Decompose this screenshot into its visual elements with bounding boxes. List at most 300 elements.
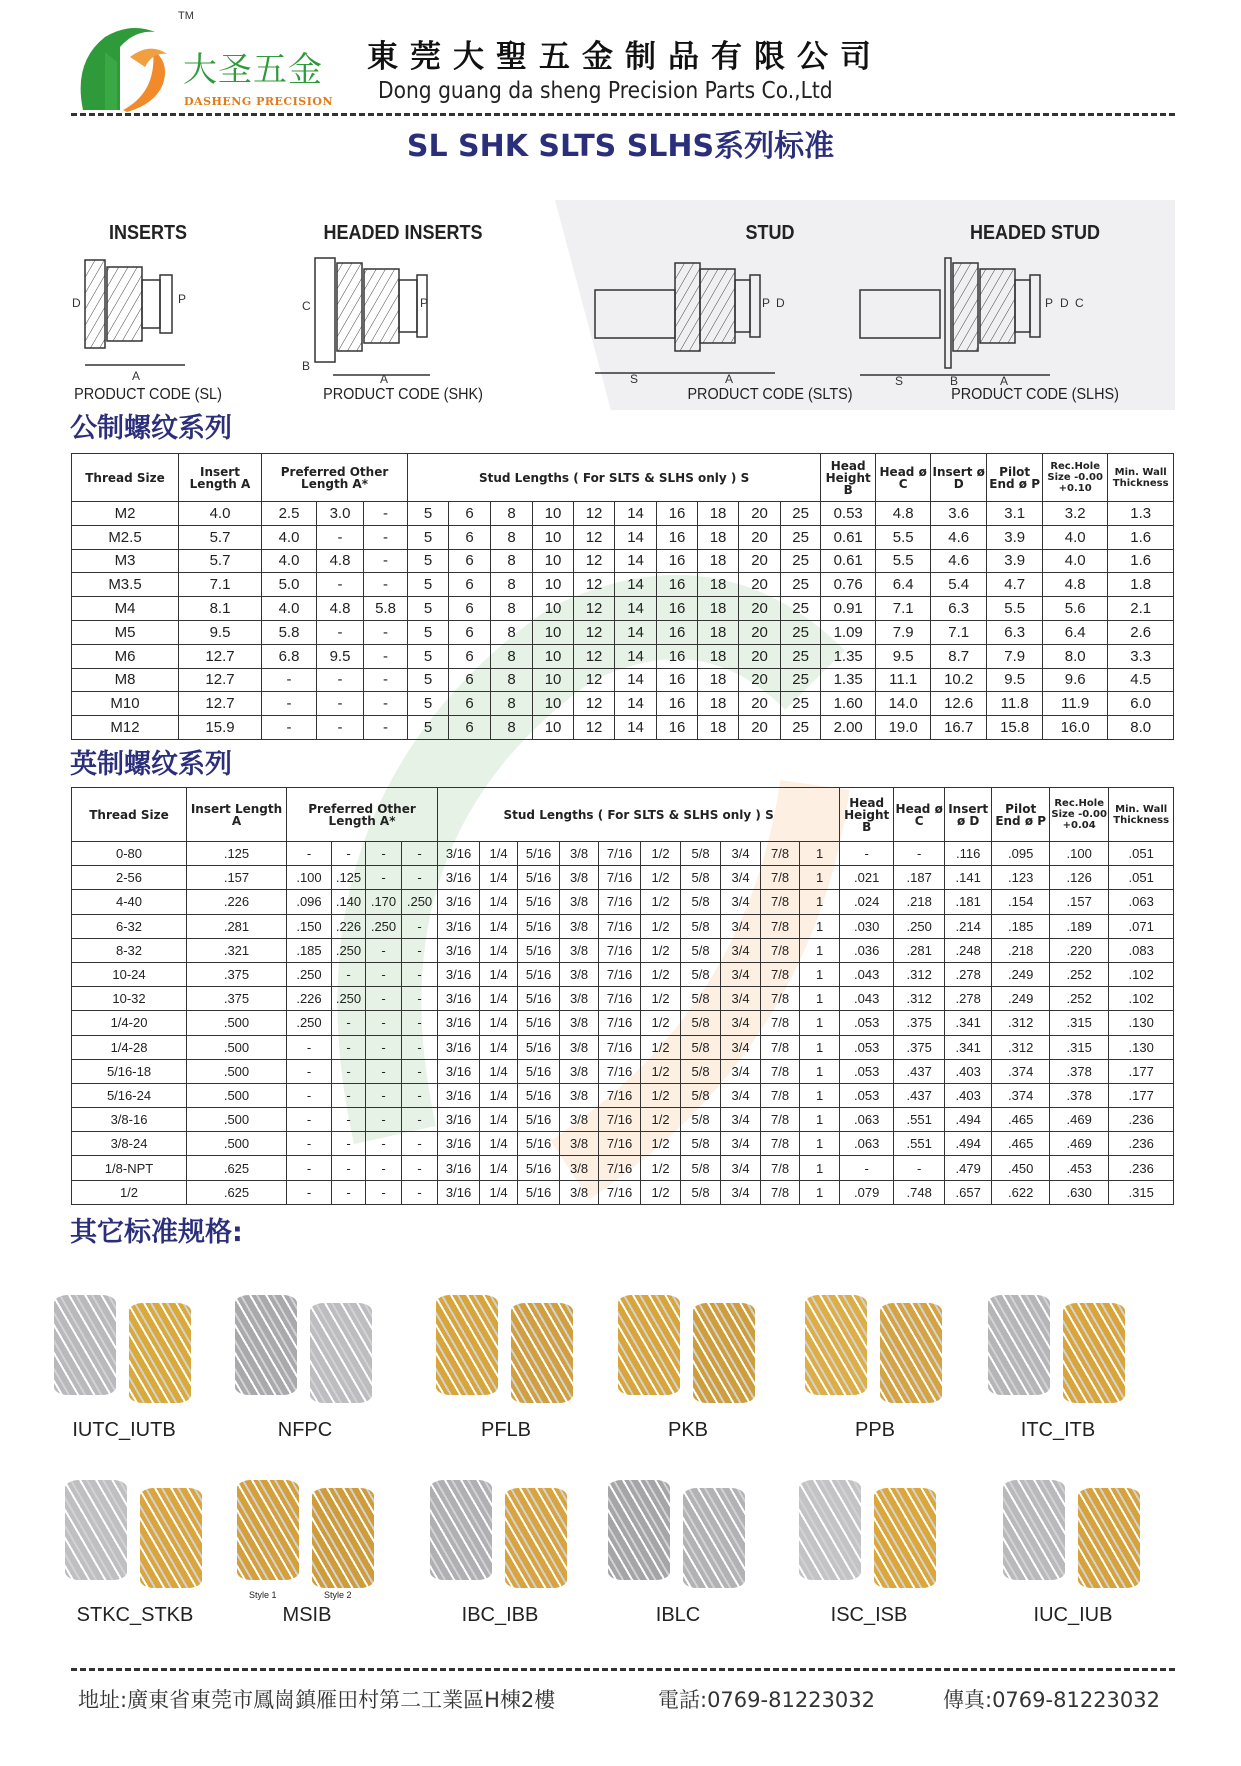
svg-text:P: P: [1045, 296, 1054, 310]
table-cell: 5/16: [518, 1156, 560, 1180]
table-cell: .130: [1109, 1011, 1174, 1035]
table-cell: 5/16: [518, 1108, 560, 1132]
thread-size-cell: 3/8-24: [72, 1132, 187, 1156]
table-cell: -: [332, 962, 366, 986]
table-cell: 8.1: [179, 597, 262, 621]
table-cell: 20: [739, 620, 781, 644]
table-cell: 9.5: [179, 620, 262, 644]
table-cell: 6.8: [262, 644, 317, 668]
table-cell: .030: [840, 914, 894, 938]
table-cell: 0.76: [821, 573, 876, 597]
column-header: Insert Length A: [179, 454, 262, 502]
thread-size-cell: 0-80: [72, 842, 187, 866]
table-cell: 6: [449, 573, 491, 597]
table-cell: -: [402, 1059, 438, 1083]
thread-size-cell: M6: [72, 644, 179, 668]
table-cell: .177: [1109, 1083, 1174, 1107]
table-cell: .315: [1109, 1180, 1174, 1204]
table-cell: 0.61: [821, 525, 876, 549]
table-cell: 3/16: [438, 1156, 480, 1180]
table-cell: -: [402, 962, 438, 986]
table-cell: .312: [992, 1035, 1050, 1059]
table-cell: 5/8: [681, 1011, 721, 1035]
table-cell: .214: [945, 914, 992, 938]
table-cell: 20: [739, 716, 781, 740]
table-cell: .043: [840, 987, 894, 1011]
table-cell: -: [364, 573, 408, 597]
column-header: Insert ø D: [931, 454, 987, 502]
table-cell: 10.2: [931, 668, 987, 692]
table-cell: 18: [698, 549, 739, 573]
table-cell: 5: [408, 573, 449, 597]
table-cell: 1/4: [480, 987, 518, 1011]
table-cell: 7/16: [599, 866, 641, 890]
table-cell: .469: [1050, 1132, 1109, 1156]
table-cell: 3/8: [560, 1083, 599, 1107]
table-cell: 20: [739, 692, 781, 716]
table-cell: -: [332, 1132, 366, 1156]
table-row: [72, 962, 1174, 986]
table-cell: 1/2: [641, 890, 681, 914]
table-cell: .469: [1050, 1108, 1109, 1132]
table-cell: 9.5: [317, 644, 364, 668]
table-cell: 5/8: [681, 1180, 721, 1204]
product-code-sl: PRODUCT CODE (SL): [74, 386, 222, 403]
table-cell: 9.5: [876, 644, 931, 668]
table-cell: 25: [781, 668, 821, 692]
table-cell: 7/8: [761, 1108, 800, 1132]
table-cell: 4.8: [876, 502, 931, 526]
table-cell: -: [366, 1180, 402, 1204]
table-cell: 5/8: [681, 962, 721, 986]
table-cell: 1/4: [480, 842, 518, 866]
table-cell: .500: [187, 1108, 287, 1132]
table-cell: 19.0: [876, 716, 931, 740]
imperial-thread-table: [71, 787, 1174, 1205]
table-cell: -: [317, 525, 364, 549]
table-cell: 4.8: [317, 597, 364, 621]
product-code-shk: PRODUCT CODE (SHK): [323, 386, 483, 403]
table-cell: 6: [449, 716, 491, 740]
insert-photo: [1078, 1488, 1140, 1588]
insert-photo: [1063, 1303, 1125, 1403]
table-cell: 6.0: [1108, 692, 1174, 716]
table-cell: .500: [187, 1083, 287, 1107]
table-cell: -: [366, 866, 402, 890]
thread-size-cell: 1/2: [72, 1180, 187, 1204]
table-cell: .170: [366, 890, 402, 914]
thread-size-cell: M2.5: [72, 525, 179, 549]
table-cell: 6: [449, 549, 491, 573]
table-cell: -: [402, 842, 438, 866]
table-cell: .374: [992, 1083, 1050, 1107]
table-cell: 6: [449, 644, 491, 668]
table-cell: -: [332, 1011, 366, 1035]
table-cell: -: [287, 1156, 332, 1180]
table-cell: -: [287, 1083, 332, 1107]
table-row: [72, 1059, 1174, 1083]
table-cell: 5: [408, 620, 449, 644]
svg-text:D: D: [1060, 296, 1069, 310]
table-cell: .181: [945, 890, 992, 914]
table-cell: 7/8: [761, 987, 800, 1011]
table-cell: 5: [408, 502, 449, 526]
table-cell: 5/8: [681, 1132, 721, 1156]
table-cell: 20: [739, 597, 781, 621]
table-cell: 5: [408, 716, 449, 740]
table-cell: 16.7: [931, 716, 987, 740]
table-cell: 1/2: [641, 1132, 681, 1156]
table-cell: 7/8: [761, 914, 800, 938]
table-cell: 1/4: [480, 1011, 518, 1035]
column-header: Head Height B: [821, 454, 876, 502]
table-cell: 8.7: [931, 644, 987, 668]
table-cell: 18: [698, 573, 739, 597]
table-cell: 7/8: [761, 866, 800, 890]
table-row: [72, 866, 1174, 890]
table-cell: 0.53: [821, 502, 876, 526]
insert-photo: [693, 1303, 755, 1403]
diagram-title-stud: STUD: [745, 222, 795, 244]
table-cell: 1/4: [480, 914, 518, 938]
table-cell: 4.0: [1043, 549, 1108, 573]
table-cell: -: [287, 1059, 332, 1083]
table-cell: .622: [992, 1180, 1050, 1204]
table-cell: -: [366, 1059, 402, 1083]
thread-size-cell: 1/4-28: [72, 1035, 187, 1059]
table-row: [72, 1156, 1174, 1180]
table-cell: 14: [615, 692, 657, 716]
table-cell: 12.6: [931, 692, 987, 716]
table-cell: .312: [894, 987, 945, 1011]
metric-thread-table: [71, 453, 1174, 740]
table-cell: 6.3: [987, 620, 1043, 644]
table-cell: 10: [533, 525, 574, 549]
table-cell: -: [332, 1180, 366, 1204]
table-cell: 3.3: [1108, 644, 1174, 668]
table-cell: 3/16: [438, 1035, 480, 1059]
table-cell: 1/2: [641, 1108, 681, 1132]
table-cell: .252: [1050, 962, 1109, 986]
insert-photo: [799, 1480, 861, 1580]
column-header: Stud Lengths ( For SLTS & SLHS only ) S: [408, 454, 821, 502]
table-cell: 3/16: [438, 1108, 480, 1132]
table-cell: 2.00: [821, 716, 876, 740]
svg-text:A: A: [725, 372, 734, 385]
table-cell: 7/16: [599, 938, 641, 962]
table-cell: 1.35: [821, 668, 876, 692]
table-cell: 12: [574, 668, 615, 692]
product-msib: [227, 1480, 387, 1630]
insert-photo: [511, 1303, 573, 1403]
table-cell: 14: [615, 525, 657, 549]
table-cell: 5/16: [518, 890, 560, 914]
table-cell: .437: [894, 1083, 945, 1107]
svg-text:B: B: [950, 374, 959, 385]
table-cell: 15.9: [179, 716, 262, 740]
table-cell: .249: [992, 962, 1050, 986]
table-cell: 16: [657, 716, 698, 740]
table-cell: 1: [800, 1011, 840, 1035]
table-cell: .051: [1109, 866, 1174, 890]
table-cell: 14: [615, 549, 657, 573]
product-ppb: [795, 1295, 955, 1445]
product-label: NFPC: [277, 1419, 333, 1441]
table-cell: -: [366, 938, 402, 962]
table-cell: 18: [698, 525, 739, 549]
table-cell: 18: [698, 716, 739, 740]
table-cell: 4.0: [1043, 525, 1108, 549]
table-cell: 3/16: [438, 987, 480, 1011]
table-cell: .374: [992, 1059, 1050, 1083]
table-cell: -: [364, 502, 408, 526]
table-cell: 1.6: [1108, 549, 1174, 573]
table-cell: 12: [574, 573, 615, 597]
table-cell: 3/4: [721, 1059, 761, 1083]
table-cell: 3/4: [721, 1132, 761, 1156]
table-cell: 5.7: [179, 525, 262, 549]
column-header: Rec.Hole Size -0.00 +0.04: [1050, 788, 1109, 842]
table-cell: .278: [945, 962, 992, 986]
table-cell: 8: [491, 597, 533, 621]
table-cell: 1/2: [641, 1059, 681, 1083]
table-cell: -: [402, 1156, 438, 1180]
table-cell: 16: [657, 525, 698, 549]
table-cell: 20: [739, 525, 781, 549]
table-cell: .053: [840, 1035, 894, 1059]
table-cell: -: [287, 842, 332, 866]
table-cell: -: [332, 1035, 366, 1059]
table-cell: 6: [449, 668, 491, 692]
table-cell: 6: [449, 692, 491, 716]
table-cell: 25: [781, 502, 821, 526]
table-cell: -: [402, 1035, 438, 1059]
table-cell: .250: [402, 890, 438, 914]
table-cell: 3/4: [721, 866, 761, 890]
table-cell: 10: [533, 692, 574, 716]
table-cell: 8: [491, 620, 533, 644]
table-cell: 12: [574, 549, 615, 573]
table-cell: 8: [491, 668, 533, 692]
table-cell: -: [332, 842, 366, 866]
column-header: Min. Wall Thickness: [1108, 454, 1174, 502]
table-cell: 5: [408, 549, 449, 573]
company-name-en: Dong guang da sheng Precision Parts Co.,Ltd: [378, 78, 833, 104]
table-cell: 25: [781, 644, 821, 668]
table-cell: -: [402, 1108, 438, 1132]
table-cell: 3/4: [721, 914, 761, 938]
table-cell: 1/2: [641, 962, 681, 986]
table-cell: .218: [894, 890, 945, 914]
table-cell: -: [366, 1035, 402, 1059]
table-cell: 5.4: [931, 573, 987, 597]
table-cell: -: [366, 987, 402, 1011]
thread-size-cell: 6-32: [72, 914, 187, 938]
table-cell: 5/16: [518, 1035, 560, 1059]
table-cell: 4.0: [262, 549, 317, 573]
table-cell: 20: [739, 502, 781, 526]
table-cell: 11.1: [876, 668, 931, 692]
table-cell: .051: [1109, 842, 1174, 866]
table-cell: -: [317, 716, 364, 740]
table-cell: 3/16: [438, 938, 480, 962]
table-cell: .341: [945, 1011, 992, 1035]
table-cell: 16: [657, 644, 698, 668]
table-cell: -: [317, 668, 364, 692]
table-cell: .053: [840, 1083, 894, 1107]
table-cell: 18: [698, 502, 739, 526]
table-cell: 3/16: [438, 1059, 480, 1083]
svg-text:S: S: [895, 374, 904, 385]
table-cell: 1/4: [480, 1132, 518, 1156]
table-cell: 6: [449, 620, 491, 644]
table-cell: -: [402, 938, 438, 962]
table-cell: 1.8: [1108, 573, 1174, 597]
table-cell: 16: [657, 668, 698, 692]
table-cell: -: [366, 1156, 402, 1180]
table-row: [72, 668, 1174, 692]
table-cell: 7/16: [599, 1083, 641, 1107]
table-cell: 5/8: [681, 1108, 721, 1132]
table-cell: 1/2: [641, 1011, 681, 1035]
table-cell: 4.6: [931, 525, 987, 549]
table-cell: 7/8: [761, 890, 800, 914]
table-cell: 0.61: [821, 549, 876, 573]
footer-phone: 電話:0769-81223032: [658, 1688, 875, 1712]
table-cell: .500: [187, 1035, 287, 1059]
table-cell: 1/4: [480, 1108, 518, 1132]
table-cell: 2.1: [1108, 597, 1174, 621]
table-row: [72, 549, 1174, 573]
thread-size-cell: M12: [72, 716, 179, 740]
table-cell: 6: [449, 597, 491, 621]
insert-photo: [54, 1295, 116, 1395]
table-cell: .312: [992, 1011, 1050, 1035]
table-cell: 10: [533, 620, 574, 644]
table-cell: 3/8: [560, 866, 599, 890]
table-cell: .748: [894, 1180, 945, 1204]
table-cell: 1/4: [480, 1156, 518, 1180]
table-cell: 8: [491, 716, 533, 740]
table-cell: .226: [332, 914, 366, 938]
column-header: Thread Size: [72, 788, 187, 842]
table-cell: .465: [992, 1132, 1050, 1156]
table-cell: 5/8: [681, 866, 721, 890]
table-cell: .479: [945, 1156, 992, 1180]
insert-photo: [310, 1303, 372, 1403]
metric-section-title: 公制螺纹系列: [70, 413, 232, 444]
table-cell: 1/2: [641, 1035, 681, 1059]
table-cell: 20: [739, 573, 781, 597]
table-cell: 8: [491, 525, 533, 549]
table-cell: 5/16: [518, 866, 560, 890]
thread-size-cell: M5: [72, 620, 179, 644]
table-cell: 5.8: [364, 597, 408, 621]
table-cell: -: [332, 1083, 366, 1107]
table-cell: 0.91: [821, 597, 876, 621]
table-cell: .141: [945, 866, 992, 890]
table-row: [72, 914, 1174, 938]
table-cell: 10: [533, 716, 574, 740]
table-cell: 5: [408, 525, 449, 549]
table-cell: .625: [187, 1156, 287, 1180]
column-header: Pilot End ø P: [992, 788, 1050, 842]
table-cell: 5/8: [681, 1156, 721, 1180]
insert-photo: [1003, 1480, 1065, 1580]
svg-text:D: D: [776, 296, 785, 310]
table-cell: 3/16: [438, 1180, 480, 1204]
table-cell: -: [317, 620, 364, 644]
table-cell: 1/4: [480, 1059, 518, 1083]
table-cell: 5/16: [518, 1011, 560, 1035]
table-cell: 1: [800, 842, 840, 866]
table-cell: 5/8: [681, 890, 721, 914]
table-cell: -: [364, 692, 408, 716]
table-cell: 14: [615, 668, 657, 692]
insert-photo: [683, 1488, 745, 1588]
table-cell: 14: [615, 716, 657, 740]
table-cell: 25: [781, 692, 821, 716]
table-cell: .375: [894, 1035, 945, 1059]
table-cell: 6.4: [1043, 620, 1108, 644]
table-cell: -: [402, 866, 438, 890]
table-cell: -: [402, 1180, 438, 1204]
product-label: IBLC: [655, 1604, 701, 1626]
table-cell: .187: [894, 866, 945, 890]
table-cell: .100: [287, 866, 332, 890]
table-cell: -: [366, 1132, 402, 1156]
table-cell: 12.7: [179, 668, 262, 692]
table-cell: 3/4: [721, 1108, 761, 1132]
table-cell: 8: [491, 502, 533, 526]
table-cell: .494: [945, 1108, 992, 1132]
product-pkb: [608, 1295, 768, 1445]
svg-text:C: C: [302, 299, 311, 313]
table-cell: .126: [1050, 866, 1109, 890]
table-cell: -: [840, 1156, 894, 1180]
table-cell: .403: [945, 1059, 992, 1083]
table-cell: 3/8: [560, 1035, 599, 1059]
table-cell: 2.5: [262, 502, 317, 526]
product-nfpc: [225, 1295, 385, 1445]
table-cell: 6: [449, 525, 491, 549]
table-cell: .150: [287, 914, 332, 938]
table-cell: 25: [781, 573, 821, 597]
table-cell: .063: [840, 1132, 894, 1156]
table-cell: .189: [1050, 914, 1109, 938]
table-cell: 7/16: [599, 987, 641, 1011]
table-cell: .226: [187, 890, 287, 914]
table-cell: .630: [1050, 1180, 1109, 1204]
table-cell: -: [262, 716, 317, 740]
table-cell: .250: [332, 938, 366, 962]
product-iblc: [598, 1480, 758, 1630]
insert-photo: [988, 1295, 1050, 1395]
table-row: [72, 525, 1174, 549]
table-cell: 7/16: [599, 842, 641, 866]
insert-drawings: [70, 255, 1180, 385]
table-cell: 12: [574, 502, 615, 526]
table-cell: 4.0: [179, 502, 262, 526]
product-code-slts: PRODUCT CODE (SLTS): [687, 386, 853, 403]
table-cell: 7/8: [761, 962, 800, 986]
table-cell: 4.8: [1043, 573, 1108, 597]
table-cell: .236: [1109, 1108, 1174, 1132]
table-cell: 9.6: [1043, 668, 1108, 692]
table-row: [72, 1180, 1174, 1204]
product-label: PPB: [854, 1419, 896, 1441]
product-label: IUC_IUB: [1033, 1604, 1113, 1626]
